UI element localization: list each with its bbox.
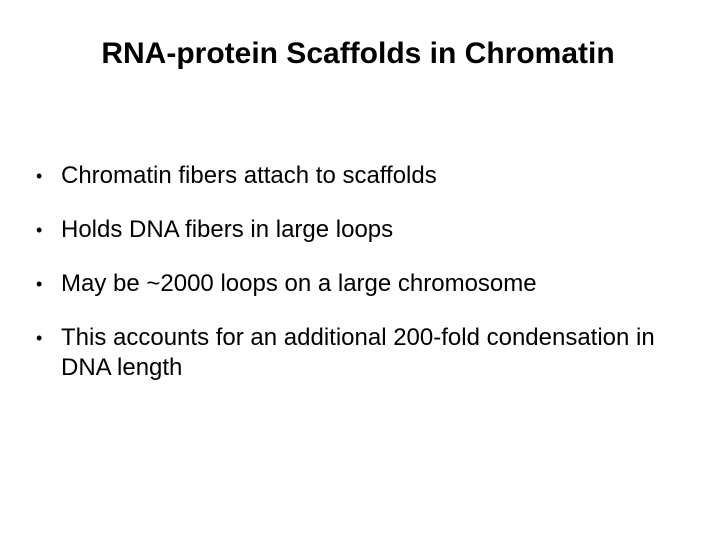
bullet-text: May be ~2000 loops on a large chromosome <box>61 270 537 297</box>
bullet-item <box>36 323 696 383</box>
bullet-marker: • <box>36 328 43 348</box>
bullet-item <box>36 161 696 191</box>
bullet-item <box>36 215 696 245</box>
bullet-text: This accounts for an additional 200-fold condensation in DNA length <box>61 324 655 381</box>
bullet-list <box>36 161 696 407</box>
slide-title: RNA-protein Scaffolds in Chromatin <box>101 37 615 70</box>
bullet-marker: • <box>36 220 43 240</box>
bullet-marker: • <box>36 166 43 186</box>
bullet-marker: • <box>36 274 43 294</box>
bullet-item <box>36 269 696 299</box>
bullet-text: Holds DNA fibers in large loops <box>61 216 394 243</box>
bullet-text: Chromatin fibers attach to scaffolds <box>61 162 437 189</box>
